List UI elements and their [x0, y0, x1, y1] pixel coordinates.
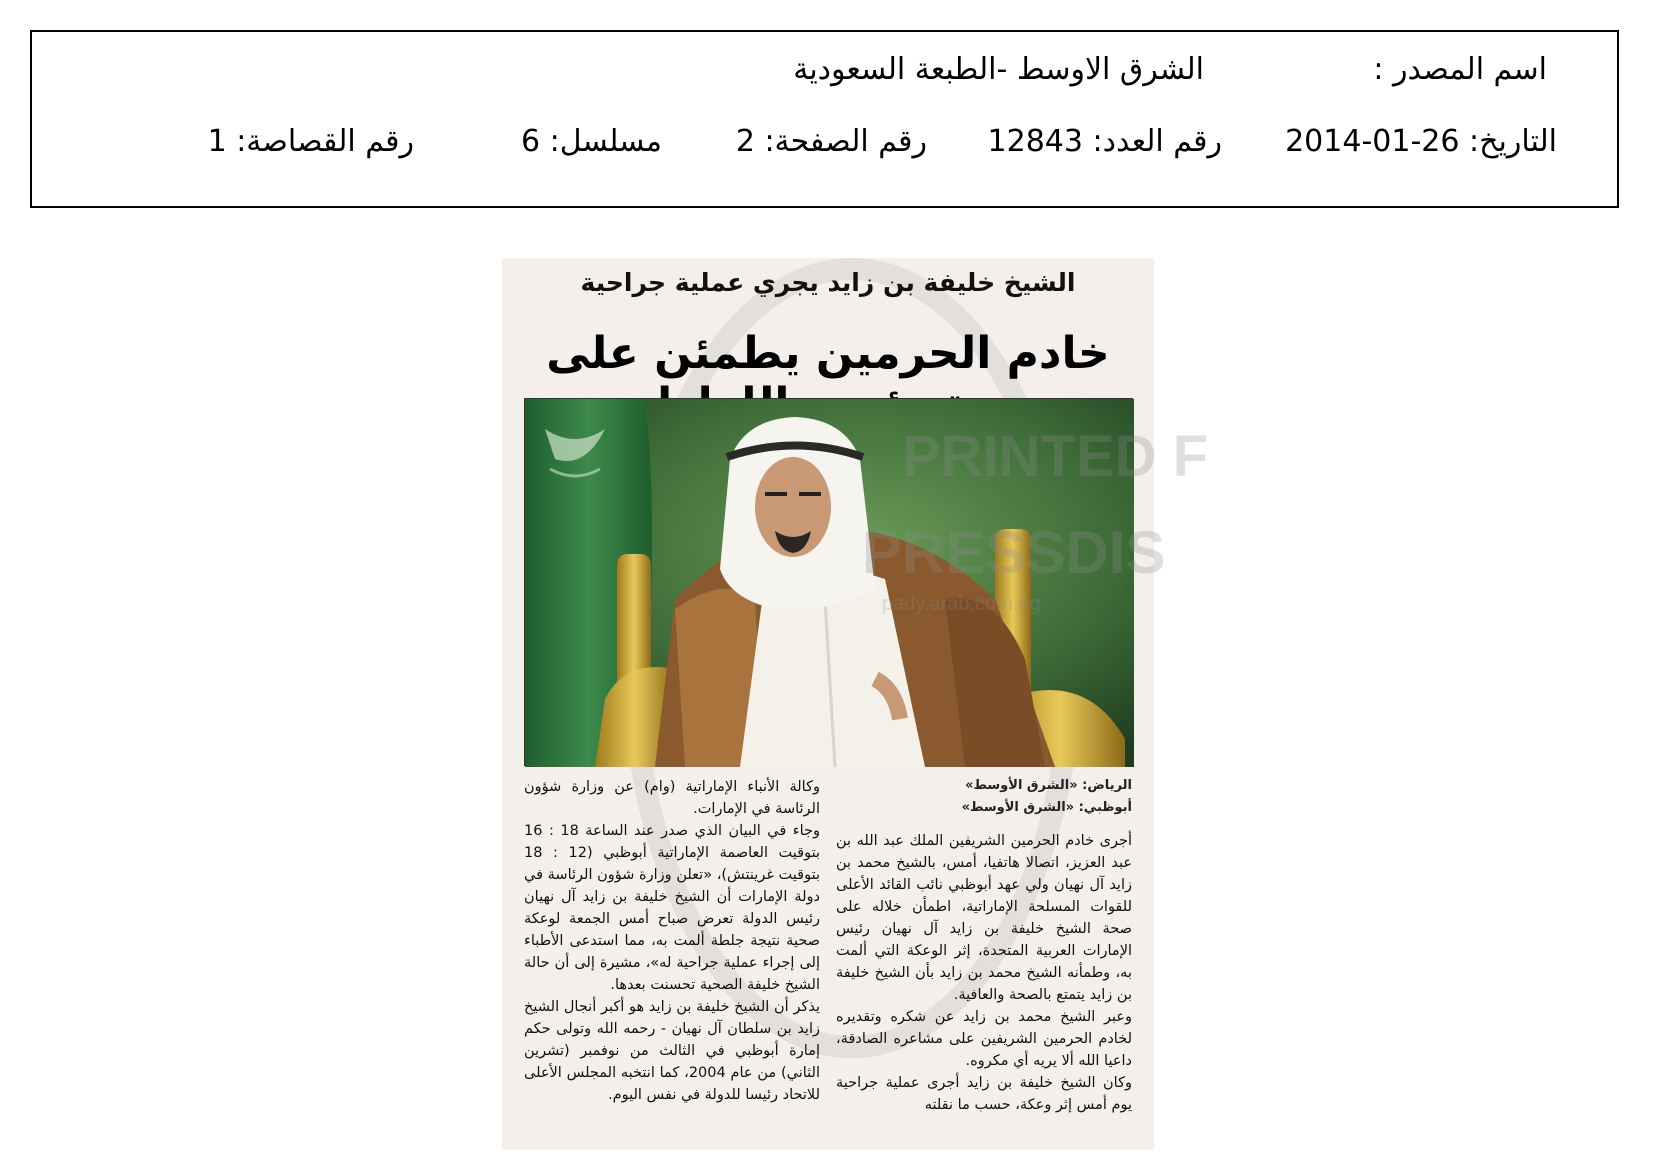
source-value: الشرق الاوسط -الطبعة السعودية	[793, 52, 1204, 87]
paragraph: أجرى خادم الحرمين الشريفين الملك عبد الله بن عبد العزيز، اتصالا هاتفيا، أمس، بالشيخ محمد بن زايد آل نهيان ولي عهد أبوظبي نائب القائد الأعلى للقوات المسلحة الإماراتية، اطمأن خلاله على صحة الشيخ خليفة بن زايد آل نهيان رئيس الإمارات العربية المتحدة، إثر الوعكة التي ألمت به، وطمأنه الشيخ محمد بن زايد بأن الشيخ خليفة بن زايد يتمتع بالصحة والعافية.	[836, 833, 1132, 1003]
source-label: اسم المصدر :	[1373, 52, 1547, 87]
paragraph: وجاء في البيان الذي صدر عند الساعة 18 : 16 بتوقيت العاصمة الإماراتية أبوظبي (12 : 18 بتوقيت غرينتش)، «تعلن وزارة شؤون الرئاسة في دولة الإمارات أن الشيخ خليفة بن زايد آل نهيان رئيس الدولة تعرض صباح أمس الجمعة لوعكة صحية نتيجة جلطة ألمت به، مما استدعى الأطباء إلى إجراء عملية جراحية له»، مشيرة إلى أن حالة الشيخ خليفة الصحية تحسنت بعدها.	[524, 823, 820, 993]
paragraph: وعبر الشيخ محمد بن زايد عن شكره وتقديره لخادم الحرمين الشريفين على مشاعره الصادقة، داعيا الله ألا يريه أي مكروه.	[836, 1009, 1132, 1069]
page-number-field: رقم الصفحة: 2	[735, 124, 927, 159]
issue-number-field: رقم العدد: 12843	[987, 124, 1222, 159]
date-field: التاريخ: 26-01-2014	[1285, 124, 1557, 159]
article-kicker: الشيخ خليفة بن زايد يجري عملية جراحية	[580, 268, 1076, 297]
watermark-line-3: pady.arab.com.eg	[882, 593, 1041, 615]
paragraph: وكالة الأنباء الإماراتية (وام) عن وزارة شؤون الرئاسة في الإمارات.	[524, 779, 820, 817]
paragraph: وكان الشيخ خليفة بن زايد أجرى عملية جراحية يوم أمس إثر وعكة، حسب ما نقلته	[836, 1075, 1132, 1113]
article-column-left	[524, 776, 820, 1106]
dateline-riyadh: الرياض: «الشرق الأوسط»	[965, 778, 1132, 793]
paragraph: يذكر أن الشيخ خليفة بن زايد هو أكبر أنجال الشيخ زايد بن سلطان آل نهيان - رحمه الله وتولى حكم إمارة أبوظبي في الثالث من نوفمبر (تشرين الثاني) من عام 2004، كما انتخبه المجلس الأعلى للاتحاد رئيسا للدولة في نفس اليوم.	[524, 999, 820, 1103]
newspaper-clipping	[502, 258, 1209, 1150]
watermark-line-2: PRESSDIS	[862, 519, 1166, 586]
source-info-box	[30, 30, 1619, 208]
serial-number-field: مسلسل: 6	[521, 124, 662, 159]
article-headline: خادم الحرمين يطمئن على	[546, 328, 1110, 379]
article-column-right	[836, 830, 1132, 1116]
watermark-line-1: PRINTED F	[902, 424, 1209, 489]
clipping-number-field: رقم القصاصة: 1	[207, 124, 414, 159]
dateline-abudhabi: أبوظبي: «الشرق الأوسط»	[961, 800, 1132, 815]
